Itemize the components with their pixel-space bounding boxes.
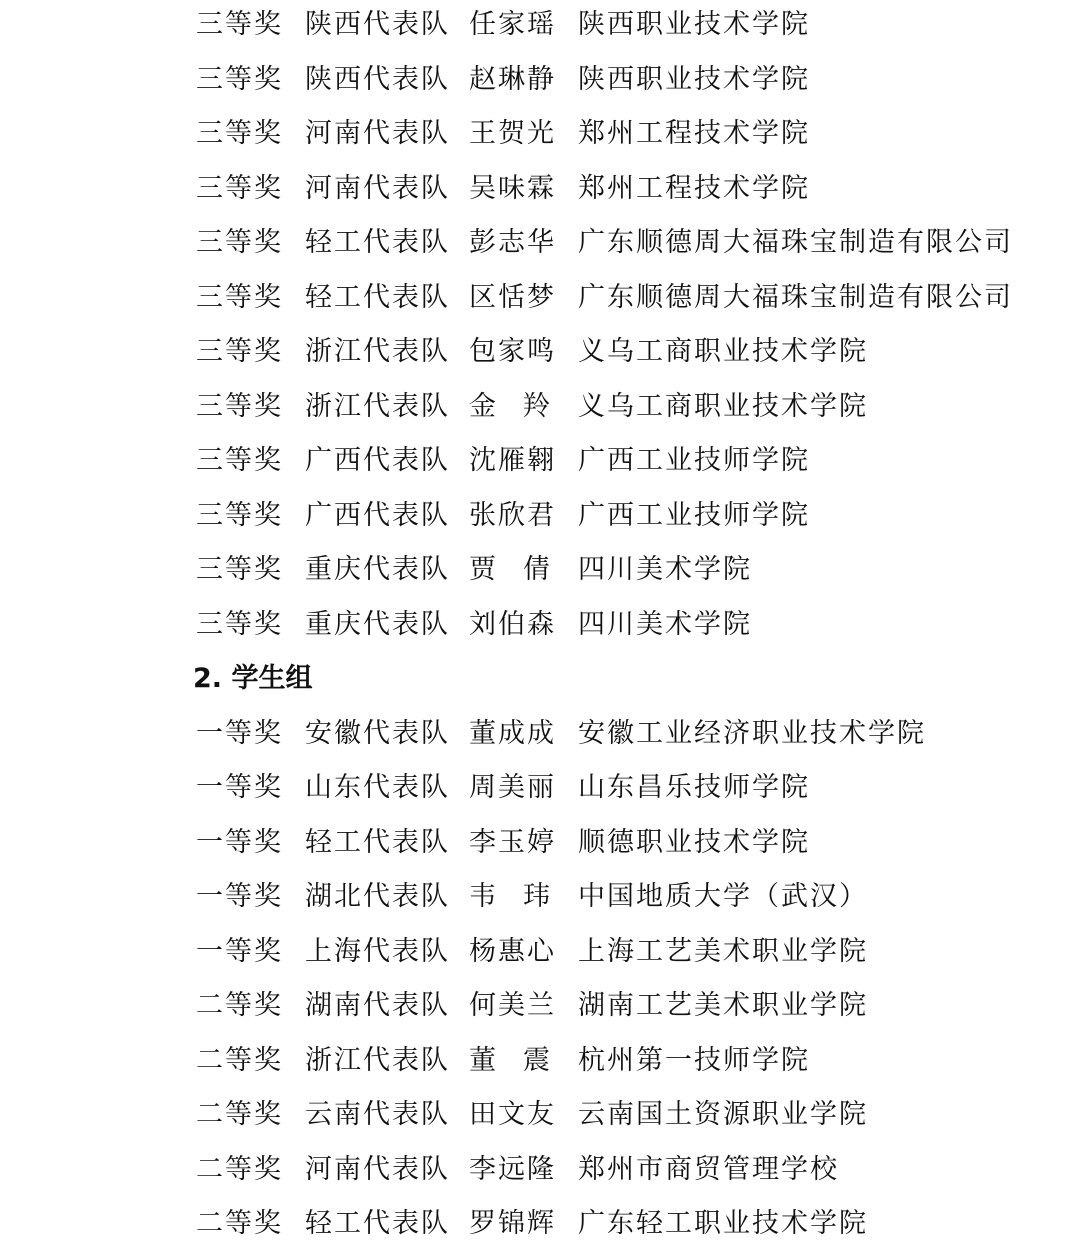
team-name: 河南代表队: [305, 118, 450, 149]
team-name: 湖南代表队: [305, 990, 450, 1021]
award-row: [0, 598, 1080, 652]
award-level: 三等奖: [196, 336, 283, 367]
team-name: 轻工代表队: [305, 826, 450, 858]
award-level: 三等奖: [196, 281, 283, 313]
award-row: [0, 0, 1080, 52]
team-name: 重庆代表队: [305, 608, 450, 640]
award-level: 二等奖: [196, 1208, 283, 1239]
organization-name: 广东顺德周大福珠宝制造有限公司: [578, 227, 1013, 258]
organization-name: 郑州工程技术学院: [578, 172, 810, 204]
award-level: 三等奖: [196, 608, 283, 640]
person-name: 彭志华: [469, 227, 556, 258]
team-name: 广西代表队: [305, 445, 450, 476]
organization-name: 顺德职业技术学院: [578, 826, 810, 858]
team-name: 浙江代表队: [305, 390, 450, 422]
team-name: 上海代表队: [305, 935, 450, 967]
organization-name: 四川美术学院: [578, 554, 752, 585]
team-name: 河南代表队: [305, 1153, 450, 1185]
award-level: 三等奖: [196, 554, 283, 585]
person-name: 周美丽: [469, 772, 556, 803]
organization-name: 义乌工商职业技术学院: [578, 336, 868, 367]
person-name: 吴味霖: [469, 172, 556, 204]
person-name: 杨惠心: [469, 935, 556, 967]
award-level: 三等奖: [196, 172, 283, 204]
organization-name: 云南国土资源职业学院: [578, 1099, 868, 1130]
award-row: [0, 489, 1080, 543]
award-level: 一等奖: [196, 772, 283, 803]
team-name: 轻工代表队: [305, 1208, 450, 1239]
team-name: 浙江代表队: [305, 336, 450, 367]
person-name: 区恬梦: [469, 281, 556, 313]
organization-name: 广西工业技师学院: [578, 445, 810, 476]
organization-name: 杭州第一技师学院: [578, 1044, 810, 1076]
award-row: [0, 162, 1080, 216]
person-name: 李玉婷: [469, 826, 556, 858]
award-level: 二等奖: [196, 1153, 283, 1185]
organization-name: 广东轻工职业技术学院: [578, 1208, 868, 1239]
award-level: 一等奖: [196, 935, 283, 967]
award-level: 一等奖: [196, 826, 283, 858]
person-name: 董成成: [469, 717, 556, 749]
team-name: 山东代表队: [305, 772, 450, 803]
award-row: [0, 434, 1080, 488]
award-row: [0, 1088, 1080, 1142]
organization-name: 义乌工商职业技术学院: [578, 390, 868, 422]
person-name: 金 羚: [469, 390, 550, 422]
award-row: [0, 271, 1080, 325]
award-level: 三等奖: [196, 118, 283, 149]
person-name: 包家鸣: [469, 336, 556, 367]
person-name: 董 震: [469, 1044, 550, 1076]
person-name: 张欣君: [469, 499, 556, 531]
award-level: 一等奖: [196, 881, 283, 912]
organization-name: 陕西职业技术学院: [578, 9, 810, 40]
award-row: [0, 543, 1080, 597]
award-row: [0, 816, 1080, 870]
team-name: 广西代表队: [305, 499, 450, 531]
person-name: 李远隆: [469, 1153, 556, 1185]
award-level: 三等奖: [196, 499, 283, 531]
person-name: 田文友: [469, 1099, 556, 1130]
organization-name: 陕西职业技术学院: [578, 63, 810, 95]
person-name: 韦 玮: [469, 881, 550, 912]
team-name: 湖北代表队: [305, 881, 450, 912]
person-name: 任家瑶: [469, 9, 556, 40]
organization-name: 广西工业技师学院: [578, 499, 810, 531]
team-name: 陕西代表队: [305, 9, 450, 40]
organization-name: 安徽工业经济职业技术学院: [578, 717, 926, 749]
organization-name: 湖南工艺美术职业学院: [578, 990, 868, 1021]
organization-name: 广东顺德周大福珠宝制造有限公司: [578, 281, 1013, 313]
section-heading: 2. 学生组: [193, 663, 313, 694]
person-name: 贾 倩: [469, 554, 550, 585]
organization-name: 中国地质大学（武汉）: [578, 881, 868, 912]
award-row: [0, 707, 1080, 761]
award-row: [0, 925, 1080, 979]
team-name: 浙江代表队: [305, 1044, 450, 1076]
award-level: 三等奖: [196, 9, 283, 40]
team-name: 重庆代表队: [305, 554, 450, 585]
award-row: [0, 979, 1080, 1033]
person-name: 刘伯森: [469, 608, 556, 640]
team-name: 陕西代表队: [305, 63, 450, 95]
award-row: [0, 870, 1080, 924]
team-name: 安徽代表队: [305, 717, 450, 749]
award-row: [0, 216, 1080, 270]
organization-name: 上海工艺美术职业学院: [578, 935, 868, 967]
award-row: [0, 1034, 1080, 1088]
organization-name: 郑州市商贸管理学校: [578, 1153, 839, 1185]
team-name: 轻工代表队: [305, 281, 450, 313]
award-row: [0, 53, 1080, 107]
award-row: [0, 761, 1080, 815]
award-row: [0, 107, 1080, 161]
team-name: 河南代表队: [305, 172, 450, 204]
person-name: 赵琳静: [469, 63, 556, 95]
award-level: 二等奖: [196, 990, 283, 1021]
team-name: 轻工代表队: [305, 227, 450, 258]
award-level: 二等奖: [196, 1099, 283, 1130]
award-level: 三等奖: [196, 390, 283, 422]
organization-name: 山东昌乐技师学院: [578, 772, 810, 803]
award-level: 三等奖: [196, 445, 283, 476]
person-name: 王贺光: [469, 118, 556, 149]
team-name: 云南代表队: [305, 1099, 450, 1130]
person-name: 沈雁翱: [469, 445, 556, 476]
person-name: 罗锦辉: [469, 1208, 556, 1239]
award-level: 三等奖: [196, 227, 283, 258]
award-row: [0, 1143, 1080, 1197]
person-name: 何美兰: [469, 990, 556, 1021]
organization-name: 四川美术学院: [578, 608, 752, 640]
award-row: [0, 1197, 1080, 1251]
award-level: 三等奖: [196, 63, 283, 95]
award-row: [0, 325, 1080, 379]
award-level: 一等奖: [196, 717, 283, 749]
award-level: 二等奖: [196, 1044, 283, 1076]
award-row: [0, 380, 1080, 434]
organization-name: 郑州工程技术学院: [578, 118, 810, 149]
